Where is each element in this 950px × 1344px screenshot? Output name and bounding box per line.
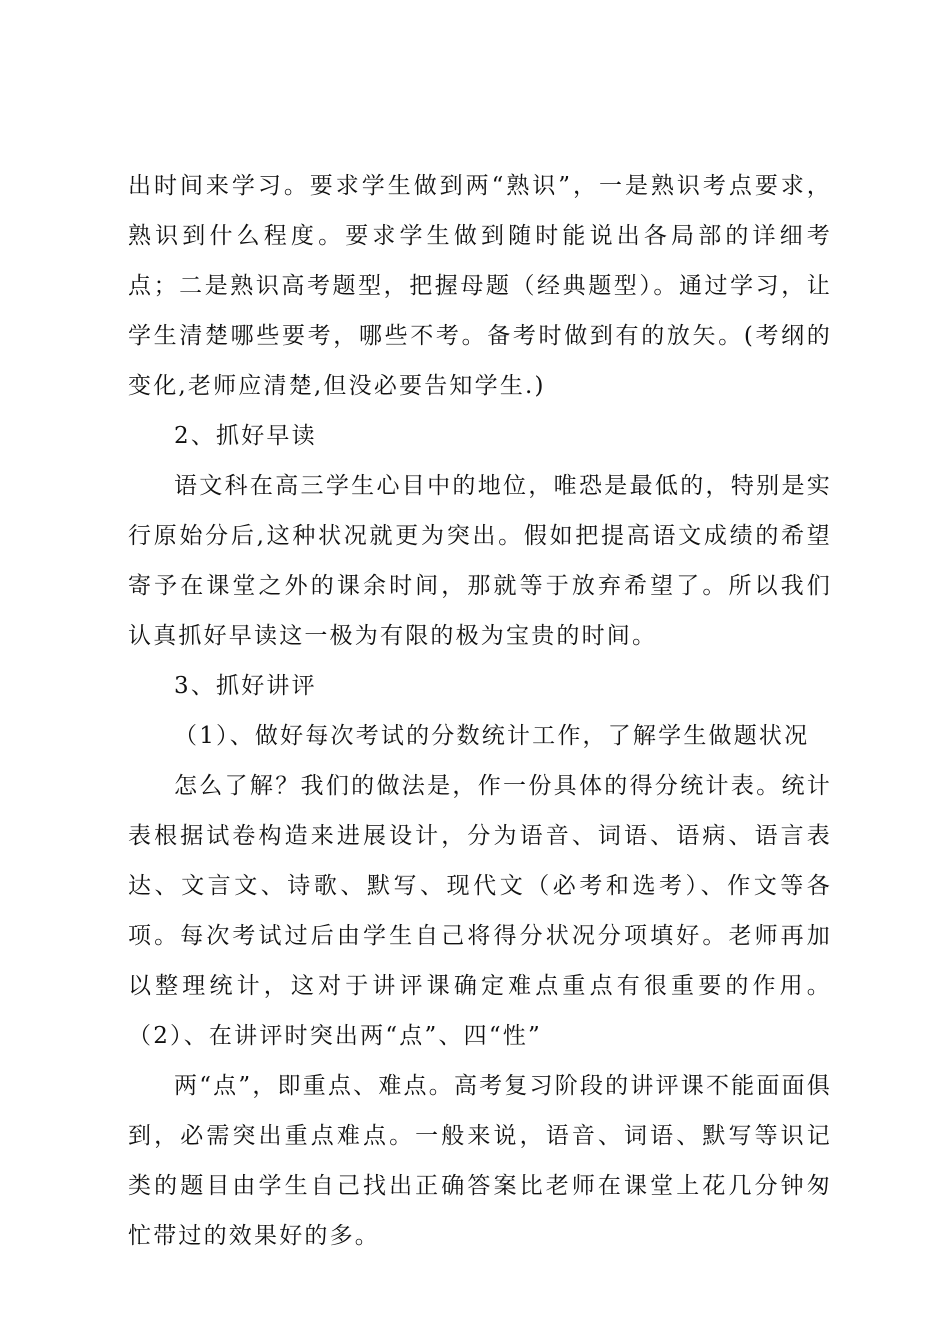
paragraph-morning-reading: 语文科在高三学生心目中的地位，唯恐是最低的，特别是实行原始分后,这种状况就更为突出。假如把提高语文成绩的希望寄予在课堂之外的课余时间，那就等于放弃希望了。所以我们认真抓好早读这一极为有限的极为宝贵的时间。 bbox=[128, 473, 832, 649]
document-body bbox=[128, 161, 832, 1261]
heading-morning-reading: 2、抓好早读 bbox=[174, 423, 317, 449]
paragraph-study-requirements: 出时间来学习。要求学生做到两“熟识”，一是熟识考点要求，熟识到什么程度。要求学生做到随时能说出各局部的详细考点；二是熟识高考题型，把握母题（经典题型）。通过学习，让学生清楚哪些要考，哪些不考。备考时做到有的放矢。(考纲的变化,老师应清楚,但没必要告知学生.) bbox=[128, 173, 832, 399]
heading-review: 3、抓好讲评 bbox=[174, 673, 317, 699]
paragraph-score-statistics: 怎么了解？我们的做法是，作一份具体的得分统计表。统计表根据试卷构造来进展设计，分为语音、词语、语病、语言表达、文言文、诗歌、默写、现代文（必考和选考）、作文等各项。每次考试过后由学生自己将得分状况分项填好。老师再加以整理统计，这对于讲评课确定难点重点有很重要的作用。（2）、在讲评时突出两“点”、四“性” bbox=[128, 773, 832, 1049]
paragraph-key-points: 两“点”，即重点、难点。高考复习阶段的讲评课不能面面俱到，必需突出重点难点。一般来说，语音、词语、默写等识记类的题目由学生自己找出正确答案比老师在课堂上花几分钟匆忙带过的效果好的多。 bbox=[128, 1073, 832, 1249]
subheading-score-statistics: （1）、做好每次考试的分数统计工作，了解学生做题状况 bbox=[174, 723, 810, 749]
